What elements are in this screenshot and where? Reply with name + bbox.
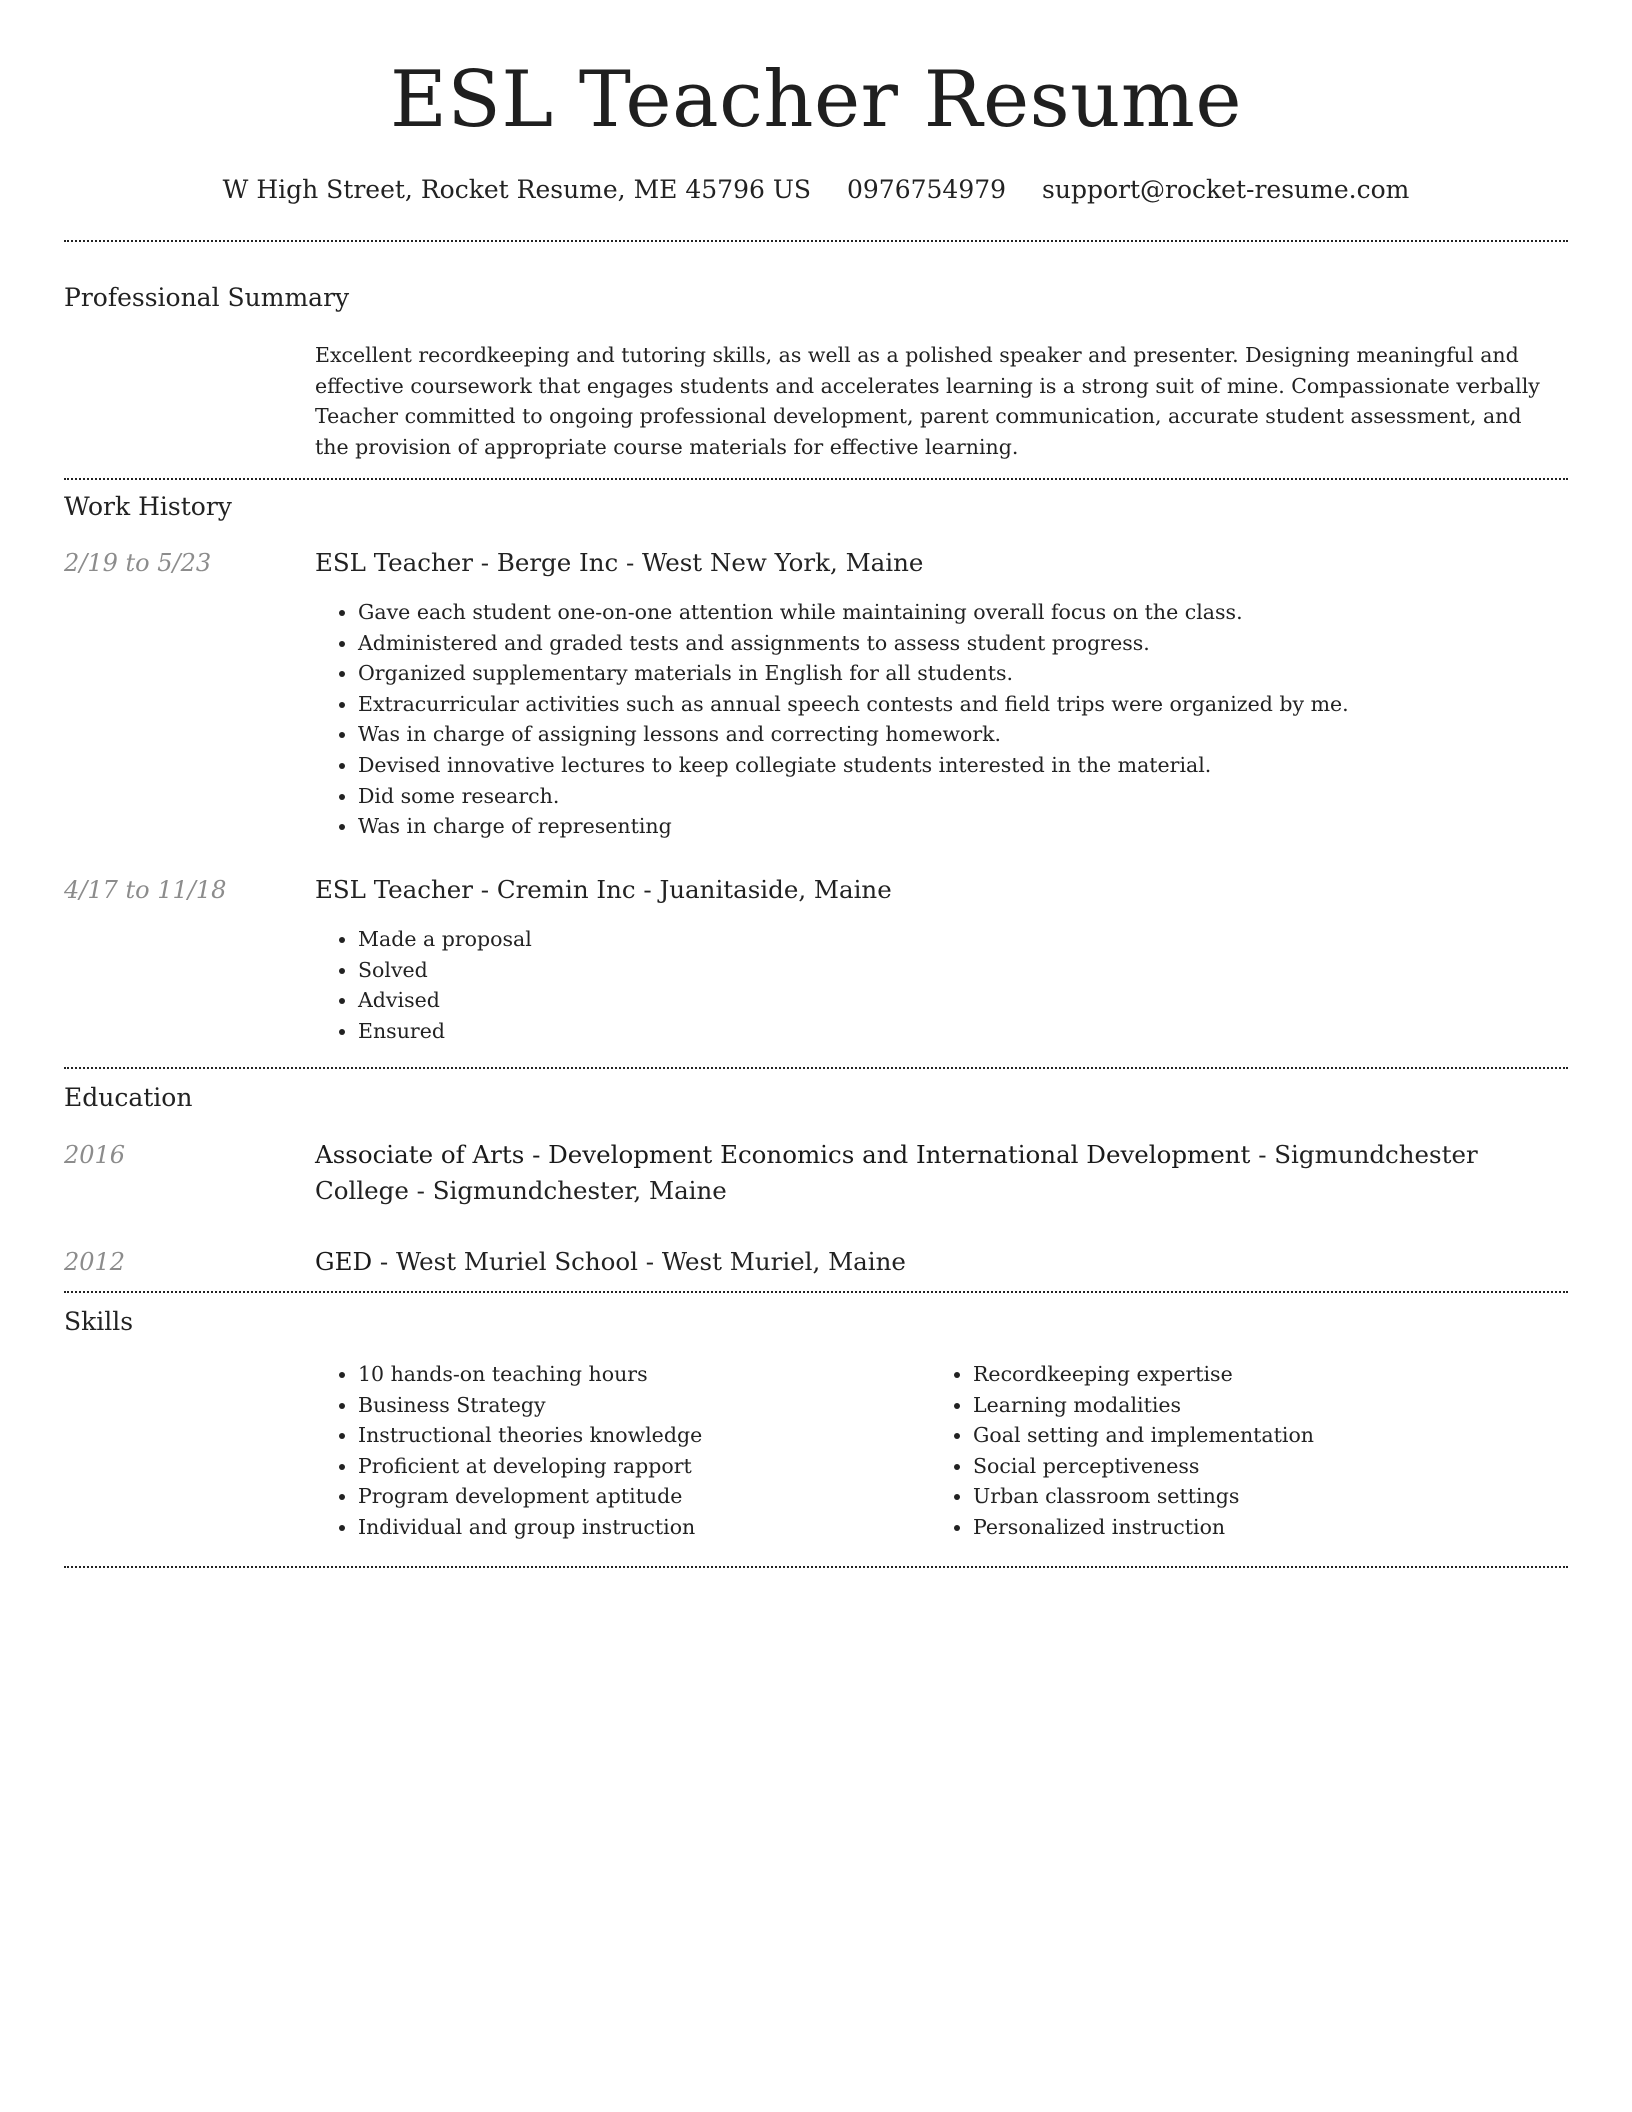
contact-phone: 0976754979 (847, 175, 1007, 204)
job-bullets (315, 597, 1349, 842)
skill-item: • Proficient at developing rapport (358, 1451, 918, 1482)
school: - Sigmundchester College - Sigmundchester, Maine (315, 1140, 1478, 1205)
job-dates: 4/17 to 11/18 (64, 876, 227, 904)
degree: Associate of Arts - Development Economics and International Development (315, 1140, 1251, 1169)
job-title: ESL Teacher - Berge Inc - West New York, Maine (315, 548, 924, 577)
divider (64, 1291, 1568, 1293)
skill-item: • Personalized instruction (973, 1512, 1533, 1543)
skill-item: • Business Strategy (358, 1390, 918, 1421)
education-entry (315, 1137, 1565, 1209)
skill-item: • Urban classroom settings (973, 1481, 1533, 1512)
job-title: ESL Teacher - Cremin Inc - Juanitaside, Maine (315, 875, 892, 904)
divider (64, 478, 1568, 480)
skill-item: • Social perceptiveness (973, 1451, 1533, 1482)
education-entry (315, 1244, 1565, 1280)
list-item: • Was in charge of assigning lessons and correcting homework. (358, 719, 1349, 750)
summary-text: Excellent recordkeeping and tutoring skills, as well as a polished speaker and presenter. Designing meaningful and effective coursework that engages students and accelerates learning is a strong suit of mine. Compassionate verbally Teacher committed to ongoing professional development, parent communication, accurate student assessment, and the provision of appropriate course materials for effective learning. (315, 343, 1540, 459)
list-item: • Did some research. (358, 781, 1349, 812)
list-item: • Was in charge of representing (358, 811, 1349, 842)
skill-item: • Program development aptitude (358, 1481, 918, 1512)
skills-list-left (315, 1359, 918, 1543)
list-item: • Extracurricular activities such as annual speech contests and field trips were organized by me. (358, 689, 1349, 720)
skill-item: • Individual and group instruction (358, 1512, 918, 1543)
divider (64, 240, 1568, 242)
section-heading-education: Education (64, 1083, 193, 1112)
divider (64, 1566, 1568, 1568)
list-item: • Ensured (358, 1016, 532, 1047)
section-heading-skills: Skills (64, 1307, 134, 1336)
contact-line (64, 170, 1568, 210)
divider (64, 1067, 1568, 1069)
list-item: • Devised innovative lectures to keep collegiate students interested in the material. (358, 750, 1349, 781)
job-bullets (315, 924, 532, 1046)
skills-list-right (930, 1359, 1533, 1543)
skill-item: • Goal setting and implementation (973, 1420, 1533, 1451)
skill-item: • Instructional theories knowledge (358, 1420, 918, 1451)
degree: GED (315, 1247, 373, 1276)
list-item: • Solved (358, 955, 532, 986)
education-year: 2012 (64, 1248, 126, 1276)
job-dates: 2/19 to 5/23 (64, 549, 212, 577)
section-heading-summary: Professional Summary (64, 283, 350, 312)
resume-title: ESL Teacher Resume (389, 55, 1243, 145)
list-item: • Gave each student one-on-one attention while maintaining overall focus on the class. (358, 597, 1349, 628)
contact-email: support@rocket-resume.com (1042, 175, 1410, 204)
list-item: • Made a proposal (358, 924, 532, 955)
list-item: • Organized supplementary materials in English for all students. (358, 658, 1349, 689)
skill-item: • Learning modalities (973, 1390, 1533, 1421)
list-item: • Advised (358, 985, 532, 1016)
list-item: • Administered and graded tests and assignments to assess student progress. (358, 628, 1349, 659)
skill-item: • 10 hands-on teaching hours (358, 1359, 918, 1390)
education-year: 2016 (64, 1141, 126, 1169)
contact-address: W High Street, Rocket Resume, ME 45796 US (222, 175, 812, 204)
skill-item: • Recordkeeping expertise (973, 1359, 1533, 1390)
school: - West Muriel School - West Muriel, Maine (372, 1247, 906, 1276)
section-heading-work: Work History (64, 492, 232, 521)
